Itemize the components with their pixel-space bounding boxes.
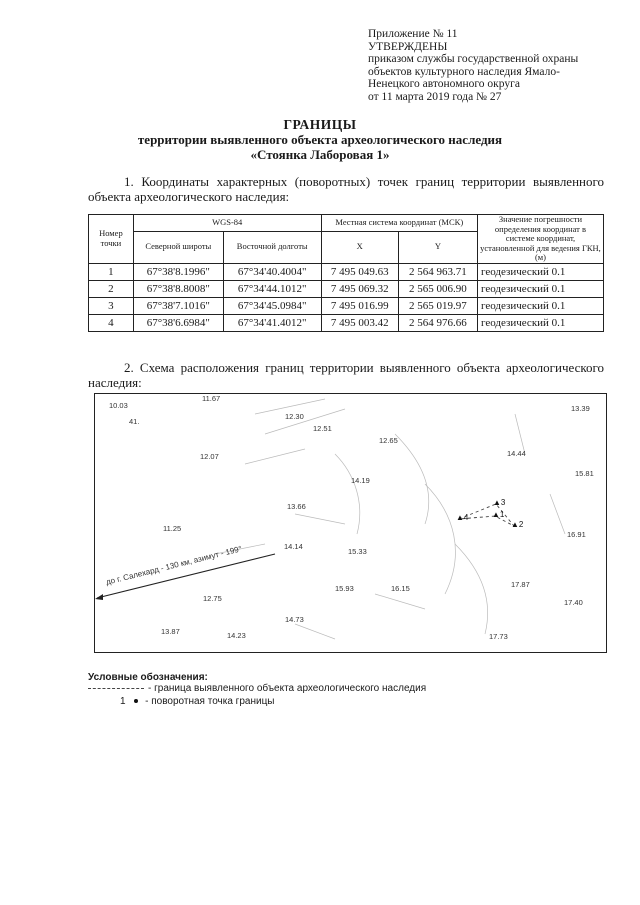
elevation-mark: 12.75 — [203, 594, 222, 603]
cell-y: 2 564 963.71 — [398, 263, 477, 280]
elevation-mark: 13.39 — [571, 404, 590, 413]
table-row — [89, 263, 604, 280]
approval-header — [368, 28, 578, 103]
section-2-number: 2. — [124, 360, 134, 375]
elevation-mark: 16.15 — [391, 584, 410, 593]
elevation-mark: 14.14 — [284, 542, 303, 551]
approved-label: УТВЕРЖДЕНЫ — [368, 40, 448, 53]
section-2-text: Схема расположения границ территории выявленного объекта археологического наследия: — [88, 360, 605, 390]
legend-boundary-text: - граница выявленного объекта археологического наследия — [148, 683, 427, 694]
triangle-marker-icon: ▲ — [493, 498, 501, 507]
elevation-mark: 12.65 — [379, 436, 398, 445]
elevation-mark: 11.25 — [163, 524, 182, 533]
table-row — [89, 297, 604, 314]
coordinates-table — [88, 214, 604, 332]
elevation-mark: 11.67 — [202, 394, 221, 403]
cell-y: 2 565 006.90 — [398, 280, 477, 297]
order-line-3: Ненецкого автономного округа — [368, 78, 520, 90]
elevation-mark: 14.44 — [507, 449, 526, 458]
point-label: 3 — [500, 498, 506, 507]
boundary-point-1 — [492, 510, 504, 519]
direction-label: до г. Салехард - 130 км, азимут - 199° — [105, 544, 243, 587]
elevation-mark: 14.73 — [285, 615, 304, 624]
point-label: 2 — [518, 520, 524, 529]
elevation-mark: 12.07 — [200, 452, 219, 461]
cell-accuracy: геодезический 0.1 — [477, 280, 603, 297]
elevation-mark: 13.87 — [161, 627, 180, 636]
elevation-mark: 17.40 — [564, 598, 583, 607]
boundary-point-3 — [493, 498, 505, 507]
col-point-number: Номер точки — [89, 215, 134, 264]
elevation-mark: 15.33 — [348, 547, 367, 556]
col-x: X — [321, 231, 398, 263]
section-1-paragraph — [88, 174, 604, 204]
cell-x: 7 495 016.99 — [321, 297, 398, 314]
section-1-number: 1. — [124, 174, 134, 189]
cell-lat: 67°38'8.1996" — [133, 263, 223, 280]
order-line-1: приказом службы государственной охраны — [368, 53, 579, 65]
boundary-line-sample-icon — [88, 688, 144, 689]
elevation-mark: 12.51 — [313, 424, 332, 433]
col-msk: Местная система координат (МСК) — [321, 215, 477, 232]
boundary-point-4 — [456, 513, 468, 522]
cell-lon: 67°34'45.0984" — [223, 297, 321, 314]
order-line-4: от 11 марта 2019 года № 27 — [368, 90, 502, 103]
col-latitude: Северной широты — [133, 231, 223, 263]
point-label: 1 — [499, 510, 505, 519]
elevation-mark: 15.81 — [575, 469, 594, 478]
cell-point: 4 — [89, 314, 134, 331]
boundary-point-2 — [511, 520, 523, 529]
elevation-mark: 10.03 — [109, 401, 128, 410]
elevation-mark: 41. — [129, 417, 140, 426]
point-marker-icon — [134, 699, 138, 703]
legend-point-number: 1 — [120, 696, 126, 707]
cell-point: 2 — [89, 280, 134, 297]
cell-lon: 67°34'41.4012" — [223, 314, 321, 331]
legend-point-row — [88, 696, 426, 709]
legend-point-text: - поворотная точка границы — [145, 696, 275, 707]
document-subtitle: территории выявленного объекта археологического наследия — [137, 132, 503, 147]
table-row — [89, 280, 604, 297]
map-drawing — [95, 394, 606, 652]
col-longitude: Восточной долготы — [223, 231, 321, 263]
cell-y: 2 564 976.66 — [398, 314, 477, 331]
cell-point: 3 — [89, 297, 134, 314]
triangle-marker-icon: ▲ — [456, 513, 464, 522]
point-label: 4 — [463, 513, 469, 522]
elevation-mark: 12.30 — [285, 412, 304, 421]
cell-lat: 67°38'7.1016" — [133, 297, 223, 314]
triangle-marker-icon: ▲ — [511, 520, 519, 529]
elevation-mark: 14.19 — [351, 476, 370, 485]
document-title: ГРАНИЦЫ — [283, 117, 357, 132]
legend-title: Условные обозначения: — [88, 672, 208, 683]
cell-lat: 67°38'6.6984" — [133, 314, 223, 331]
cell-y: 2 565 019.97 — [398, 297, 477, 314]
triangle-marker-icon: ▲ — [492, 510, 500, 519]
object-name: «Стоянка Лаборовая 1» — [250, 147, 390, 162]
section-2-paragraph — [88, 360, 604, 390]
appendix-number: Приложение № 11 — [368, 28, 458, 40]
elevation-mark: 13.66 — [287, 502, 306, 511]
elevation-mark: 17.87 — [511, 580, 530, 589]
elevation-mark: 14.23 — [227, 631, 246, 640]
cell-accuracy: геодезический 0.1 — [477, 314, 603, 331]
section-1-text: Координаты характерных (поворотных) точек границ территории выявленного объекта археологического наследия: — [88, 174, 604, 204]
elevation-mark: 15.93 — [335, 584, 354, 593]
table-row — [89, 314, 604, 331]
order-line-2: объектов культурного наследия Ямало- — [368, 65, 560, 78]
legend-boundary-row — [88, 683, 426, 696]
legend — [88, 672, 426, 709]
cell-lon: 67°34'44.1012" — [223, 280, 321, 297]
elevation-mark: 17.73 — [489, 632, 508, 641]
cell-x: 7 495 049.63 — [321, 263, 398, 280]
col-accuracy: Значение погрешности определения координат в системе координат, установленной для ведения ГКН, (м) — [477, 215, 603, 264]
cell-lon: 67°34'40.4004" — [223, 263, 321, 280]
cell-x: 7 495 003.42 — [321, 314, 398, 331]
direction-arrow-icon — [95, 594, 103, 600]
boundary-scheme-map — [94, 393, 607, 653]
col-wgs84: WGS-84 — [133, 215, 321, 232]
col-y: Y — [398, 231, 477, 263]
elevation-mark: 16.91 — [567, 530, 586, 539]
cell-point: 1 — [89, 263, 134, 280]
cell-accuracy: геодезический 0.1 — [477, 263, 603, 280]
cell-lat: 67°38'8.8008" — [133, 280, 223, 297]
cell-accuracy: геодезический 0.1 — [477, 297, 603, 314]
cell-x: 7 495 069.32 — [321, 280, 398, 297]
